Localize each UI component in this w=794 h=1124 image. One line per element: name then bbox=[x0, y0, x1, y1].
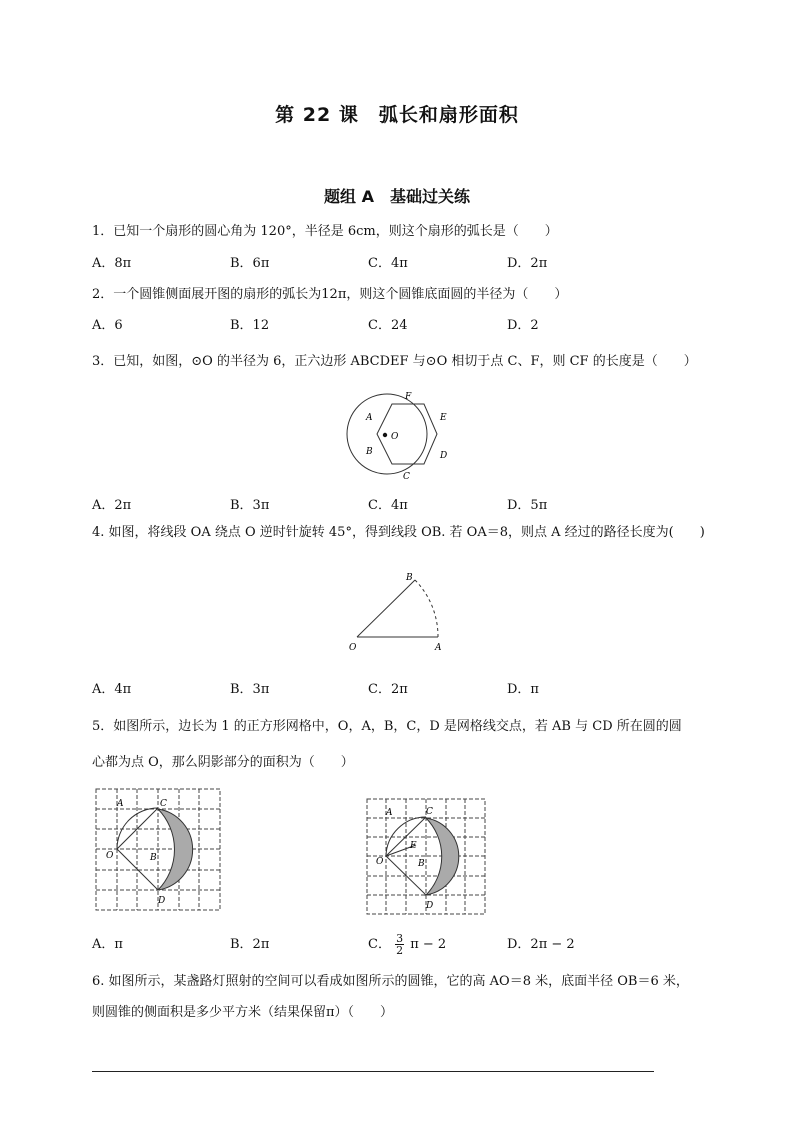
q3-option-a: A．2π bbox=[92, 498, 132, 513]
question-6-line-1: 6. 如图所示，某盏路灯照射的空间可以看成如图所示的圆锥，它的高 AO＝8 米，底面半径 OB＝6 米， bbox=[92, 974, 689, 989]
q1-option-d: D．2π bbox=[507, 256, 548, 271]
q5-option-c-tail: π − 2 bbox=[410, 937, 447, 952]
q5-option-c-fraction bbox=[395, 933, 404, 956]
question-6-line-2: 则圆锥的侧面积是多少平方米（结果保留π）（ ） bbox=[92, 1005, 394, 1020]
q3-label-a: A bbox=[366, 413, 373, 423]
q2-option-b: B．12 bbox=[230, 318, 270, 333]
q3-option-b: B．3π bbox=[230, 498, 270, 513]
q4-label-b: B bbox=[406, 573, 413, 583]
question-2: 2．一个圆锥侧面展开图的扇形的弧长为12π，则这个圆锥底面圆的半径为（ ） bbox=[92, 287, 568, 302]
q1-option-b: B．6π bbox=[230, 256, 270, 271]
q3-hexagon-circle-figure bbox=[340, 384, 450, 484]
q5l-label-b: B bbox=[150, 853, 157, 863]
q2-option-d: D．2 bbox=[507, 318, 539, 333]
q4-option-c: C．2π bbox=[368, 682, 408, 697]
q4-label-a: A bbox=[435, 643, 442, 653]
q5-option-d: D．2π − 2 bbox=[507, 937, 575, 952]
q5l-label-o: O bbox=[106, 851, 114, 861]
q5r-label-c: C bbox=[426, 807, 433, 817]
q1-option-c: C．4π bbox=[368, 256, 408, 271]
q4-option-d: D．π bbox=[507, 682, 539, 697]
q5r-label-b: B bbox=[418, 859, 425, 869]
page-title: 第 22 课 弧长和扇形面积 bbox=[275, 104, 519, 126]
q4-option-b: B．3π bbox=[230, 682, 270, 697]
q5l-label-c: C bbox=[160, 799, 167, 809]
q5r-label-a: A bbox=[386, 808, 393, 818]
q5l-label-a: A bbox=[117, 799, 124, 809]
section-heading: 题组 A 基础过关练 bbox=[324, 187, 470, 206]
question-3: 3．已知，如图，⊙O 的半径为 6，正六边形 ABCDEF 与⊙O 相切于点 C、F，则 CF 的长度是（ ） bbox=[92, 354, 697, 369]
question-5-line-2: 心都为点 O，那么阴影部分的面积为（ ） bbox=[92, 755, 354, 770]
q3-option-c: C．4π bbox=[368, 498, 408, 513]
q5-option-c-denominator: 2 bbox=[396, 944, 404, 957]
q1-option-a: A．8π bbox=[92, 256, 132, 271]
q5-grid-figure-left bbox=[93, 786, 223, 916]
q5r-label-d: D bbox=[426, 901, 434, 911]
q5r-label-e: E bbox=[410, 841, 417, 851]
q5-option-b: B．2π bbox=[230, 937, 270, 952]
q3-label-e: E bbox=[440, 413, 447, 423]
q2-option-c: C．24 bbox=[368, 318, 408, 333]
q4-rotation-figure bbox=[345, 568, 455, 656]
q3-label-c: C bbox=[403, 472, 410, 482]
q5l-label-d: D bbox=[158, 896, 166, 906]
q5-option-c bbox=[368, 931, 446, 959]
q4-option-a: A．4π bbox=[92, 682, 132, 697]
q3-label-d: D bbox=[440, 451, 448, 461]
q2-option-a: A．6 bbox=[92, 318, 123, 333]
q5-grid-figure-right bbox=[364, 796, 489, 919]
q3-label-o: O bbox=[391, 432, 399, 442]
q5r-label-o: O bbox=[376, 857, 384, 867]
q3-label-f: F bbox=[405, 392, 412, 402]
q5-option-a: A．π bbox=[92, 937, 123, 952]
q3-label-b: B bbox=[366, 447, 373, 457]
q4-label-o: O bbox=[349, 643, 357, 653]
q5-option-c-label: C． bbox=[368, 937, 391, 952]
q3-option-d: D．5π bbox=[507, 498, 548, 513]
question-5-line-1: 5．如图所示，边长为 1 的正方形网格中，O，A，B，C，D 是网格线交点，若 AB 与 CD 所在圆的圆 bbox=[92, 719, 682, 734]
question-4: 4. 如图，将线段 OA 绕点 O 逆时针旋转 45°，得到线段 OB. 若 OA＝8，则点 A 经过的路径长度为( ) bbox=[92, 525, 705, 540]
q5-option-c-numerator: 3 bbox=[396, 932, 404, 945]
footer-rule bbox=[92, 1071, 654, 1072]
question-1: 1．已知一个扇形的圆心角为 120°，半径是 6cm，则这个扇形的弧长是（ ） bbox=[92, 224, 558, 239]
